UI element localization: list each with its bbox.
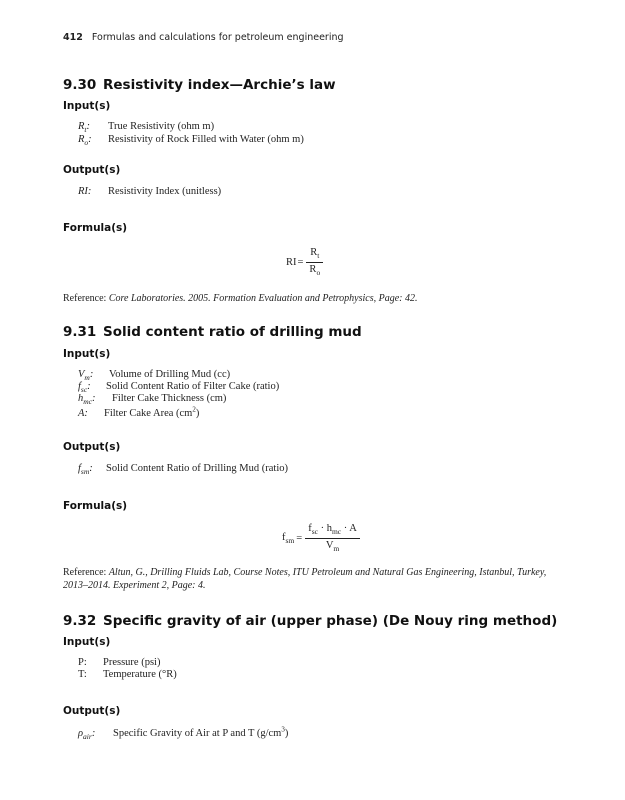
- variable-description: Filter Cake Area $(cm^2)$: [104, 405, 200, 419]
- outputs-heading: Output(s): [63, 164, 121, 176]
- reference-prefix: Reference:: [63, 293, 107, 304]
- input-variable: [78, 657, 160, 668]
- variable-symbol: A:: [78, 407, 88, 419]
- inputs-heading: Input(s): [63, 348, 111, 360]
- variable-symbol: $f_{sm}$:: [78, 463, 93, 477]
- equals-sign: =: [296, 533, 303, 545]
- section-number: 9.30: [63, 77, 97, 93]
- variable-description: Filter Cake Thickness (cm): [112, 393, 227, 404]
- reference-text: Core Laboratories. 2005. Formation Evaluation and Petrophysics, Page: 42.: [108, 293, 418, 304]
- variable-symbol: $R_o$:: [78, 134, 92, 148]
- variable-description: Volume of Drilling Mud (cc): [109, 369, 231, 380]
- formula-lhs: $f_{sm}$: [282, 532, 295, 546]
- section-title: Specific gravity of air (upper phase) (De Nouy ring method): [103, 613, 558, 629]
- variable-symbol: $V_m$:: [78, 369, 94, 383]
- outputs-heading: Output(s): [63, 441, 121, 453]
- input-variable: [78, 405, 199, 419]
- variable-symbol: P:: [78, 657, 87, 668]
- variable-symbol: $R_t$:: [78, 121, 91, 135]
- output-variable: [78, 463, 288, 476]
- fraction: [305, 522, 360, 555]
- variable-description: Temperature (°R): [103, 669, 177, 680]
- variable-description: True Resistivity (ohm m): [108, 121, 215, 132]
- output-variable: [78, 186, 221, 197]
- section-title: Solid content ratio of drilling mud: [103, 324, 362, 340]
- variable-description: Pressure (psi): [103, 657, 161, 668]
- running-header: [63, 32, 344, 43]
- variable-description: Resistivity Index (unitless): [108, 186, 222, 197]
- section-number: 9.31: [63, 324, 97, 340]
- reference-prefix: Reference:: [63, 567, 107, 578]
- section-9-30-heading: [63, 77, 336, 93]
- variable-symbol: RI:: [78, 186, 92, 197]
- denominator: $R_o$: [309, 264, 321, 278]
- input-variable: [78, 134, 304, 147]
- formula-lhs: RI: [286, 257, 297, 269]
- reference-text-line-1: Altun, G., Drilling Fluids Lab, Course Notes, ITU Petroleum and Natural Gas Engineering, Istanbul, Turkey,: [108, 567, 547, 578]
- reference: [63, 293, 418, 304]
- section-number: 9.32: [63, 613, 97, 629]
- input-variable: [78, 669, 177, 680]
- variable-description: Resistivity of Rock Filled with Water (ohm m): [108, 134, 304, 145]
- reference-text-line-2: 2013–2014. Experiment 2, Page: 4.: [63, 580, 206, 591]
- outputs-heading: Output(s): [63, 705, 121, 717]
- variable-description: Solid Content Ratio of Drilling Mud (ratio): [106, 463, 288, 474]
- reference: [63, 567, 546, 578]
- inputs-heading: Input(s): [63, 100, 111, 112]
- variable-symbol: $h_{mc}$:: [78, 393, 96, 407]
- variable-symbol: $\rho_{air}$:: [78, 727, 96, 741]
- variable-description: Solid Content Ratio of Filter Cake (ratio): [106, 381, 280, 392]
- page-number: 412: [63, 32, 83, 43]
- equals-sign: =: [297, 257, 304, 269]
- section-9-32-heading: [63, 613, 557, 629]
- input-variable: [78, 121, 214, 134]
- variable-symbol: T:: [78, 669, 87, 680]
- formulas-heading: Formula(s): [63, 500, 128, 512]
- section-title: Resistivity index—Archie’s law: [103, 77, 336, 93]
- fraction: [306, 246, 323, 279]
- solid-content-formula: [282, 522, 360, 555]
- section-9-31-heading: [63, 324, 362, 340]
- formulas-heading: Formula(s): [63, 222, 128, 234]
- variable-description: Specific Gravity of Air at P and T $(g/cm^3)$: [113, 725, 289, 739]
- resistivity-index-formula: [286, 246, 323, 279]
- inputs-heading: Input(s): [63, 636, 111, 648]
- denominator: $V_m$: [325, 540, 340, 554]
- numerator: $R_t$: [310, 247, 320, 261]
- variable-symbol: $f_{sc}$:: [78, 381, 91, 395]
- output-variable: [78, 725, 288, 741]
- numerator: $f_{sc} \cdot h_{mc} \cdot A$: [308, 523, 357, 537]
- running-title: Formulas and calculations for petroleum engineering: [91, 32, 344, 43]
